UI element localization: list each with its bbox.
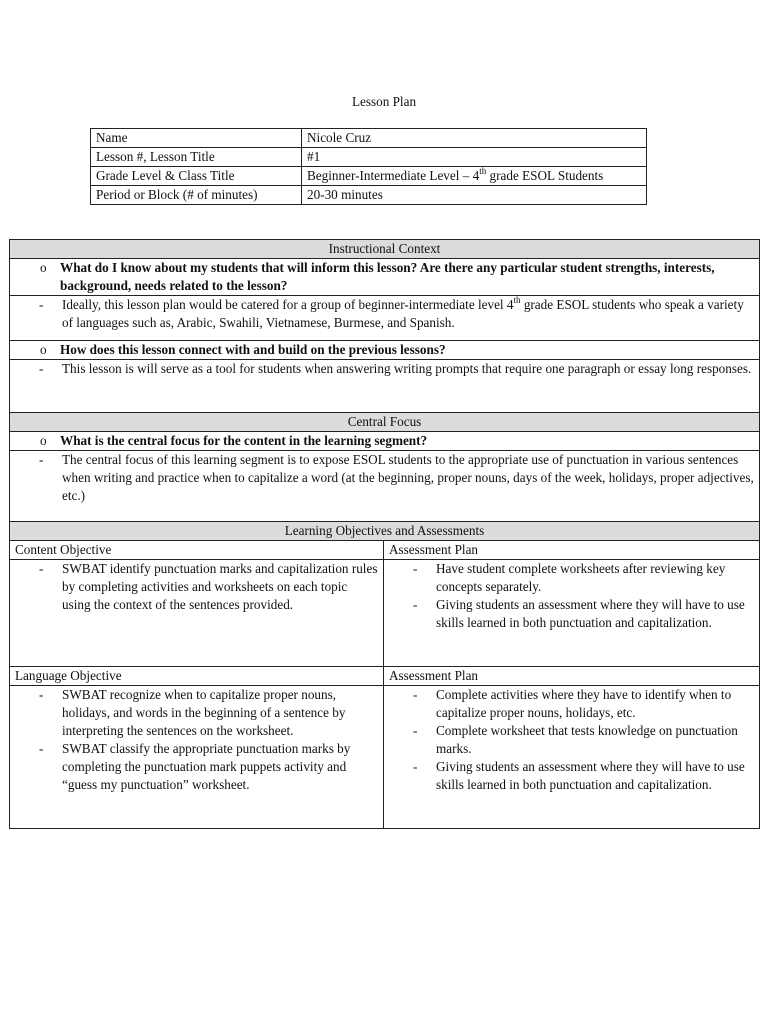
assessment-plan-label: Assessment Plan	[384, 541, 760, 560]
question-previous-lessons	[10, 341, 760, 360]
question-students	[10, 259, 760, 296]
answer-previous-lessons	[10, 360, 760, 413]
question-text: How does this lesson connect with and build on the previous lessons?	[60, 342, 446, 357]
answer-text: The central focus of this learning segment is to expose ESOL students to the appropriate use of punctuation in various sentences when writing and practice when to capitalize a word (at the beginning, proper nouns, days of the week, holidays, proper adjectives, etc.)	[62, 452, 754, 503]
info-label: Period or Block (# of minutes)	[91, 186, 302, 205]
row-central-q	[10, 432, 760, 451]
row-content-body	[10, 560, 760, 667]
list-item	[389, 722, 754, 758]
list-item	[389, 758, 754, 794]
row-objectives-heading	[10, 522, 760, 541]
language-objective-cell	[10, 686, 384, 829]
lesson-info-table	[90, 128, 647, 205]
answer-text: grade ESOL students who speak a variety of languages such as, Arabic, Swahili, Vietnamese, Burmese, and Spanish.	[62, 297, 744, 330]
bullet-icon: o	[40, 342, 47, 357]
info-value: #1	[302, 148, 647, 167]
bullet-icon: o	[40, 433, 47, 448]
answer-students	[10, 296, 760, 341]
list-item-text: SWBAT classify the appropriate punctuation marks by completing the punctuation mark puppets activity and “guess my punctuation” worksheet.	[62, 741, 351, 792]
bullet-icon: o	[40, 260, 47, 275]
dash-icon: -	[413, 723, 418, 738]
answer-text: This lesson is will serve as a tool for students when answering writing prompts that require one paragraph or essay long responses.	[62, 361, 752, 376]
dash-icon: -	[413, 687, 418, 702]
ordinal-suffix: th	[479, 166, 487, 176]
row-content-labels	[10, 541, 760, 560]
list-item	[389, 596, 754, 632]
list-item-text: SWBAT recognize when to capitalize proper nouns, holidays, and words in the beginning of a sentence by interpreting the sentences on the worksheet.	[62, 687, 346, 738]
info-label: Name	[91, 129, 302, 148]
content-objective-list	[15, 560, 378, 614]
info-row-lesson	[91, 148, 647, 167]
answer-text: Ideally, this lesson plan would be catered for a group of beginner-intermediate level 4	[62, 297, 514, 312]
info-value	[302, 167, 647, 186]
dash-icon: -	[39, 687, 44, 702]
list-item-text: SWBAT identify punctuation marks and capitalization rules by completing activities and worksheets on each topic using the context of the sentences provided.	[62, 561, 378, 612]
section-heading-objectives: Learning Objectives and Assessments	[10, 522, 760, 541]
language-objective-list	[15, 686, 378, 794]
list-item-text: Giving students an assessment where they will have to use skills learned in both punctuation and capitalization.	[436, 597, 745, 630]
row-central-a	[10, 451, 760, 522]
list-item-text: Complete activities where they have to identify when to capitalize proper nouns, holidays, etc.	[436, 687, 732, 720]
section-heading-central-focus: Central Focus	[10, 413, 760, 432]
row-a1	[10, 296, 760, 341]
content-objective-label: Content Objective	[10, 541, 384, 560]
row-language-body	[10, 686, 760, 829]
info-value-text: Beginner-Intermediate Level – 4	[307, 168, 480, 183]
list-item-text: Have student complete worksheets after reviewing key concepts separately.	[436, 561, 726, 594]
answer-central-focus	[10, 451, 760, 522]
ordinal-suffix: th	[513, 295, 521, 305]
row-a2	[10, 360, 760, 413]
dash-icon: -	[413, 597, 418, 612]
list-item	[15, 686, 378, 740]
info-row-grade	[91, 167, 647, 186]
dash-icon: -	[39, 297, 44, 312]
dash-icon: -	[413, 759, 418, 774]
info-label: Grade Level & Class Title	[91, 167, 302, 186]
list-item	[15, 560, 378, 614]
dash-icon: -	[39, 561, 44, 576]
dash-icon: -	[413, 561, 418, 576]
question-text: What is the central focus for the content in the learning segment?	[60, 433, 428, 448]
row-q2	[10, 341, 760, 360]
content-objective-cell	[10, 560, 384, 667]
info-value-text: grade ESOL Students	[486, 168, 604, 183]
list-item	[389, 560, 754, 596]
question-text: What do I know about my students that will inform this lesson? Are there any particular student strengths, interests, background, needs related to the lesson?	[60, 260, 715, 293]
row-language-labels	[10, 667, 760, 686]
language-assessment-cell	[384, 686, 760, 829]
content-assessment-cell	[384, 560, 760, 667]
language-objective-label: Language Objective	[10, 667, 384, 686]
row-instructional-heading	[10, 240, 760, 259]
info-row-name	[91, 129, 647, 148]
list-item-text: Giving students an assessment where they will have to use skills learned in both punctuation and capitalization.	[436, 759, 745, 792]
assessment-plan-label: Assessment Plan	[384, 667, 760, 686]
page-title: Lesson Plan	[351, 94, 417, 109]
dash-icon: -	[39, 741, 44, 756]
list-item	[389, 686, 754, 722]
row-central-heading	[10, 413, 760, 432]
list-item-text: Complete worksheet that tests knowledge on punctuation marks.	[436, 723, 738, 756]
info-row-period	[91, 186, 647, 205]
lesson-plan-table	[9, 239, 760, 829]
row-q1	[10, 259, 760, 296]
dash-icon: -	[39, 361, 44, 376]
question-central-focus	[10, 432, 760, 451]
info-label: Lesson #, Lesson Title	[91, 148, 302, 167]
info-value: Nicole Cruz	[302, 129, 647, 148]
language-assessment-list	[389, 686, 754, 794]
info-value: 20-30 minutes	[302, 186, 647, 205]
section-heading-instructional-context: Instructional Context	[10, 240, 760, 259]
list-item	[15, 740, 378, 794]
dash-icon: -	[39, 452, 44, 467]
content-assessment-list	[389, 560, 754, 632]
